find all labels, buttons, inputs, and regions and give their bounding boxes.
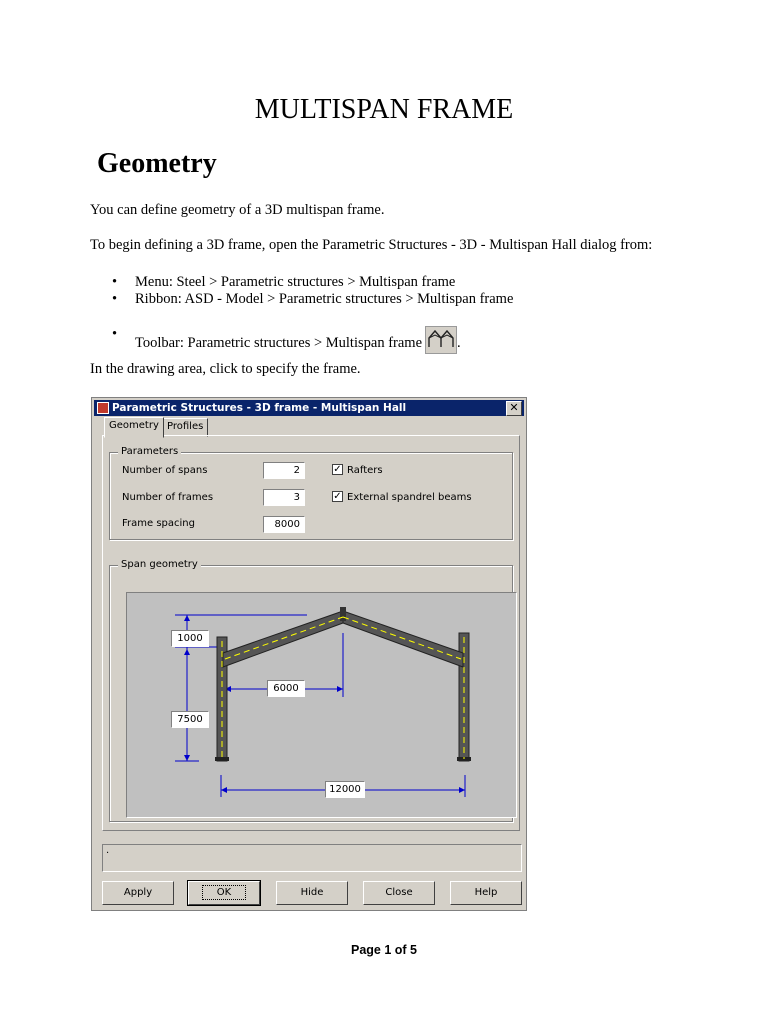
- list-item-text: Menu: Steel > Parametric structures > Multispan frame: [135, 274, 456, 290]
- total-span-dimension[interactable]: 12000: [325, 781, 365, 798]
- ok-button-label: OK: [202, 885, 246, 900]
- tab-profiles[interactable]: Profiles: [162, 418, 208, 437]
- span-geometry-diagram: [126, 592, 517, 818]
- number-of-spans-label: Number of spans: [122, 465, 208, 476]
- intro-paragraph: You can define geometry of a 3D multispan frame.: [90, 202, 385, 218]
- page-footer: Page 1 of 5: [351, 943, 417, 957]
- parameters-group: [109, 446, 513, 540]
- bullet-icon: •: [112, 291, 118, 307]
- spandrel-beams-label: External spandrel beams: [347, 492, 472, 503]
- span-geometry-label: Span geometry: [118, 559, 201, 570]
- list-item-text: Toolbar: Parametric structures > Multispan frame: [135, 335, 423, 351]
- bullet-icon: •: [112, 326, 118, 342]
- rafters-label: Rafters: [347, 465, 383, 476]
- status-field: .: [102, 844, 522, 872]
- ok-button[interactable]: [188, 881, 260, 905]
- list-item-text-wrap: [135, 326, 461, 354]
- list-item-suffix: .: [457, 335, 461, 351]
- number-of-spans-input[interactable]: 2: [263, 462, 305, 479]
- list-item-text: Ribbon: ASD - Model > Parametric structures > Multispan frame: [135, 291, 514, 307]
- geometry-tab-panel: [102, 435, 520, 831]
- section-heading: Geometry: [97, 148, 217, 179]
- dialog-titlebar[interactable]: [94, 400, 524, 416]
- rafters-checkbox[interactable]: ✓: [333, 464, 342, 475]
- multispan-frame-toolbar-icon: [425, 326, 457, 354]
- roof-height-dimension[interactable]: 1000: [171, 630, 209, 647]
- hide-button[interactable]: Hide: [276, 881, 348, 905]
- spandrel-beams-checkbox[interactable]: ✓: [333, 491, 342, 502]
- document-title: MULTISPAN FRAME: [254, 94, 514, 125]
- bullet-icon: •: [112, 274, 118, 290]
- half-span-dimension[interactable]: 6000: [267, 680, 305, 697]
- multispan-hall-dialog: [91, 397, 527, 911]
- close-icon[interactable]: ✕: [506, 401, 522, 416]
- tab-geometry[interactable]: Geometry: [104, 417, 164, 438]
- frame-spacing-input[interactable]: 8000: [263, 516, 305, 533]
- frame-spacing-label: Frame spacing: [122, 518, 195, 529]
- app-icon: [97, 402, 109, 414]
- number-of-frames-input[interactable]: 3: [263, 489, 305, 506]
- instruction-paragraph: To begin defining a 3D frame, open the Parametric Structures - 3D - Multispan Hall dialog from:: [90, 237, 653, 253]
- apply-button[interactable]: Apply: [102, 881, 174, 905]
- dialog-title: Parametric Structures - 3D frame - Multispan Hall: [112, 402, 407, 414]
- parameters-label: Parameters: [118, 446, 181, 457]
- number-of-frames-label: Number of frames: [122, 492, 214, 503]
- close-button[interactable]: Close: [363, 881, 435, 905]
- help-button[interactable]: Help: [450, 881, 522, 905]
- column-height-dimension[interactable]: 7500: [171, 711, 209, 728]
- drawing-note-paragraph: In the drawing area, click to specify the frame.: [90, 361, 361, 377]
- span-geometry-group: [109, 559, 513, 822]
